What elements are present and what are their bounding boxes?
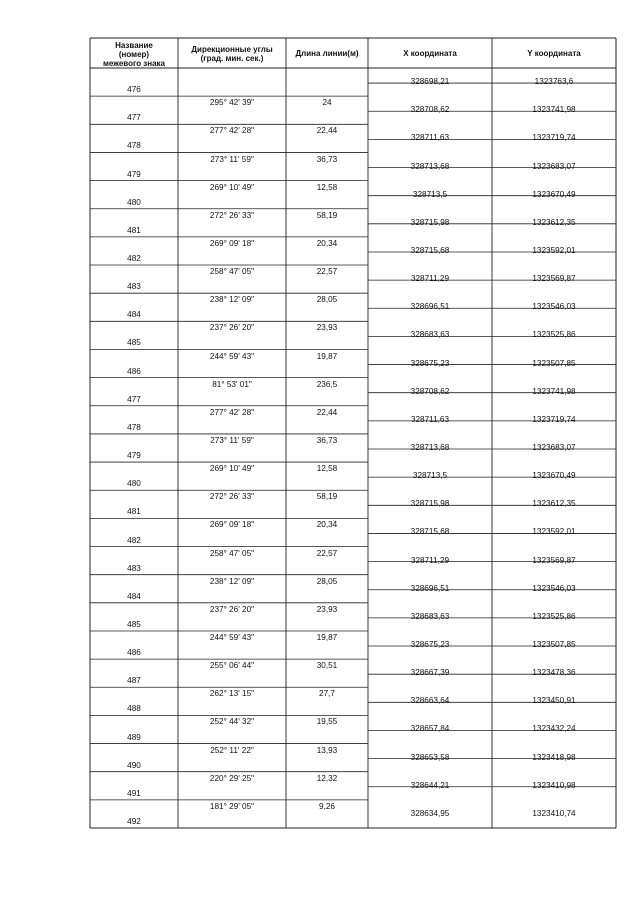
x-coordinate: 328696,51 bbox=[410, 583, 450, 593]
direction-angle: 258° 47' 05" bbox=[209, 267, 255, 277]
direction-angle: 269° 10' 49" bbox=[209, 182, 255, 192]
y-coordinate: 1323546,03 bbox=[532, 583, 576, 593]
y-coordinate: 1323507,85 bbox=[532, 358, 576, 368]
direction-angle: 269° 09' 18" bbox=[209, 238, 255, 248]
line-length: 19,55 bbox=[316, 717, 338, 727]
y-coordinate: 1323592,01 bbox=[532, 245, 576, 255]
x-coordinate: 328675,23 bbox=[410, 358, 450, 368]
point-name: 480 bbox=[127, 479, 141, 489]
direction-angle: 244° 59' 43" bbox=[209, 633, 255, 643]
x-coordinate: 328657,84 bbox=[410, 724, 450, 734]
x-coordinate: 328713,5 bbox=[412, 471, 448, 481]
point-name: 478 bbox=[127, 422, 141, 432]
x-coordinate: 328715,98 bbox=[410, 217, 450, 227]
x-coordinate: 328675,23 bbox=[410, 640, 450, 650]
point-name: 478 bbox=[127, 141, 141, 151]
y-coordinate: 1323410,74 bbox=[532, 808, 576, 818]
point-name: 485 bbox=[127, 338, 141, 348]
header-x: X координата bbox=[403, 49, 457, 58]
direction-angle: 277° 42' 28" bbox=[209, 126, 255, 136]
x-coordinate: 328653,58 bbox=[410, 752, 450, 762]
y-coordinate: 1323450,91 bbox=[532, 696, 576, 706]
header-y: Y координата bbox=[527, 49, 581, 58]
point-name: 482 bbox=[127, 535, 141, 545]
line-length: 36,73 bbox=[316, 436, 338, 445]
x-coordinate: 328715,68 bbox=[410, 527, 450, 537]
x-coordinate: 328713,5 bbox=[412, 189, 448, 199]
point-name: 483 bbox=[127, 563, 141, 573]
y-coordinate: 1323592,01 bbox=[532, 527, 576, 537]
line-length: 12,32 bbox=[316, 773, 338, 783]
direction-angle: 272° 26' 33" bbox=[209, 492, 255, 502]
y-coordinate: 1323683,07 bbox=[532, 443, 576, 452]
y-coordinate: 1323612,35 bbox=[532, 217, 576, 227]
direction-angle: 237° 26' 20" bbox=[209, 604, 255, 614]
point-name: 490 bbox=[127, 760, 141, 770]
point-name: 483 bbox=[127, 282, 141, 292]
x-coordinate: 328711,63 bbox=[410, 133, 450, 143]
x-coordinate: 328713,68 bbox=[410, 161, 450, 171]
y-coordinate: 1323569,87 bbox=[532, 274, 576, 284]
direction-angle: 295° 42' 39" bbox=[209, 98, 255, 108]
line-length: 36,73 bbox=[316, 154, 338, 164]
x-coordinate: 328696,51 bbox=[410, 302, 450, 312]
direction-angle: 273° 11' 59" bbox=[210, 436, 254, 445]
direction-angle: 255° 06' 44" bbox=[209, 661, 255, 671]
direction-angle: 238° 12' 09" bbox=[209, 576, 255, 586]
y-coordinate: 1323410,98 bbox=[532, 780, 576, 790]
direction-angle: 269° 10' 49" bbox=[209, 464, 255, 474]
line-length: 58,19 bbox=[316, 210, 338, 220]
direction-angle: 272° 26' 33" bbox=[209, 210, 255, 220]
point-name: 482 bbox=[127, 254, 141, 264]
y-coordinate: 1323612,35 bbox=[532, 499, 576, 509]
direction-angle: 244° 59' 43" bbox=[209, 351, 255, 361]
line-length: 24 bbox=[322, 98, 332, 108]
point-name: 486 bbox=[127, 366, 141, 376]
point-name: 477 bbox=[127, 394, 141, 404]
x-coordinate: 328708,62 bbox=[410, 386, 450, 396]
line-length: 22,44 bbox=[316, 407, 338, 417]
point-name: 488 bbox=[127, 704, 141, 714]
y-coordinate: 1323670,49 bbox=[532, 189, 576, 199]
line-length: 28,05 bbox=[316, 295, 338, 305]
point-name: 484 bbox=[127, 591, 141, 601]
point-name: 491 bbox=[127, 788, 141, 798]
y-coordinate: 1323763,6 bbox=[534, 77, 574, 87]
direction-angle: 258° 47' 05" bbox=[209, 548, 255, 558]
y-coordinate: 1323478,36 bbox=[532, 668, 576, 678]
line-length: 236,5 bbox=[316, 379, 338, 389]
point-name: 484 bbox=[127, 310, 141, 320]
point-name: 485 bbox=[127, 619, 141, 629]
x-coordinate: 328711,63 bbox=[410, 414, 450, 424]
line-length: 23,93 bbox=[316, 323, 338, 333]
line-length: 22,57 bbox=[316, 548, 338, 558]
point-name: 477 bbox=[127, 113, 141, 123]
direction-angle: 237° 26' 20" bbox=[209, 323, 255, 333]
point-name: 492 bbox=[127, 817, 141, 826]
y-coordinate: 1323683,07 bbox=[532, 161, 576, 171]
line-length: 27,7 bbox=[319, 689, 335, 699]
x-coordinate: 328711,29 bbox=[410, 274, 450, 284]
header-name: Название (номер) межевого знака bbox=[102, 41, 166, 69]
line-length: 13,93 bbox=[316, 745, 338, 755]
y-coordinate: 1323418,98 bbox=[532, 752, 576, 762]
line-length: 58,19 bbox=[316, 492, 338, 502]
line-length: 22,44 bbox=[316, 126, 338, 136]
y-coordinate: 1323719,74 bbox=[532, 414, 576, 424]
point-name: 486 bbox=[127, 648, 141, 658]
x-coordinate: 328634,95 bbox=[410, 808, 450, 818]
header-angle: Дирекционные углы (град. мин. сек.) bbox=[191, 45, 273, 64]
direction-angle: 220° 29' 25" bbox=[209, 773, 255, 783]
y-coordinate: 1323525,86 bbox=[532, 611, 576, 621]
y-coordinate: 1323741,98 bbox=[532, 105, 576, 115]
x-coordinate: 328698,21 bbox=[410, 77, 450, 87]
y-coordinate: 1323507,85 bbox=[532, 640, 576, 650]
x-coordinate: 328683,63 bbox=[410, 330, 450, 340]
y-coordinate: 1323432,24 bbox=[532, 724, 576, 734]
line-length: 12,58 bbox=[316, 464, 338, 474]
x-coordinate: 328715,98 bbox=[410, 499, 450, 509]
y-coordinate: 1323670,49 bbox=[532, 471, 576, 481]
point-name: 476 bbox=[127, 85, 141, 95]
line-length: 19,87 bbox=[316, 633, 338, 643]
x-coordinate: 328663,64 bbox=[410, 696, 450, 706]
y-coordinate: 1323719,74 bbox=[532, 133, 576, 143]
x-coordinate: 328708,62 bbox=[410, 105, 450, 115]
x-coordinate: 328644,21 bbox=[410, 780, 450, 790]
y-coordinate: 1323546,03 bbox=[532, 302, 576, 312]
direction-angle: 273° 11' 59" bbox=[210, 154, 254, 164]
x-coordinate: 328715,68 bbox=[410, 245, 450, 255]
point-name: 481 bbox=[127, 507, 141, 517]
y-coordinate: 1323741,98 bbox=[532, 386, 576, 396]
direction-angle: 252° 11' 22" bbox=[210, 745, 254, 755]
direction-angle: 81° 53' 01" bbox=[212, 379, 252, 389]
line-length: 22,57 bbox=[316, 267, 338, 277]
line-length: 12,58 bbox=[316, 182, 338, 192]
line-length: 23,93 bbox=[316, 604, 338, 614]
x-coordinate: 328711,29 bbox=[410, 555, 450, 565]
x-coordinate: 328683,63 bbox=[410, 611, 450, 621]
direction-angle: 238° 12' 09" bbox=[209, 295, 255, 305]
direction-angle: 181° 29' 05" bbox=[209, 801, 255, 811]
point-name: 480 bbox=[127, 197, 141, 207]
y-coordinate: 1323569,87 bbox=[532, 555, 576, 565]
line-length: 20,34 bbox=[316, 238, 338, 248]
direction-angle: 262° 13' 15" bbox=[209, 689, 255, 699]
point-name: 479 bbox=[127, 169, 141, 179]
direction-angle: 277° 42' 28" bbox=[209, 407, 255, 417]
point-name: 479 bbox=[127, 451, 141, 461]
point-name: 487 bbox=[127, 676, 141, 686]
direction-angle: 252° 44' 32" bbox=[209, 717, 255, 727]
direction-angle: 269° 09' 18" bbox=[209, 520, 255, 530]
line-length: 9,26 bbox=[319, 801, 335, 811]
header-length: Длина линии(м) bbox=[295, 49, 359, 58]
line-length: 30,51 bbox=[316, 661, 338, 671]
y-coordinate: 1323525,86 bbox=[532, 330, 576, 340]
x-coordinate: 328667,39 bbox=[410, 668, 450, 678]
line-length: 19,87 bbox=[316, 351, 338, 361]
line-length: 20,34 bbox=[316, 520, 338, 530]
point-name: 489 bbox=[127, 732, 141, 742]
x-coordinate: 328713,68 bbox=[410, 443, 450, 452]
point-name: 481 bbox=[127, 225, 141, 235]
line-length: 28,05 bbox=[316, 576, 338, 586]
